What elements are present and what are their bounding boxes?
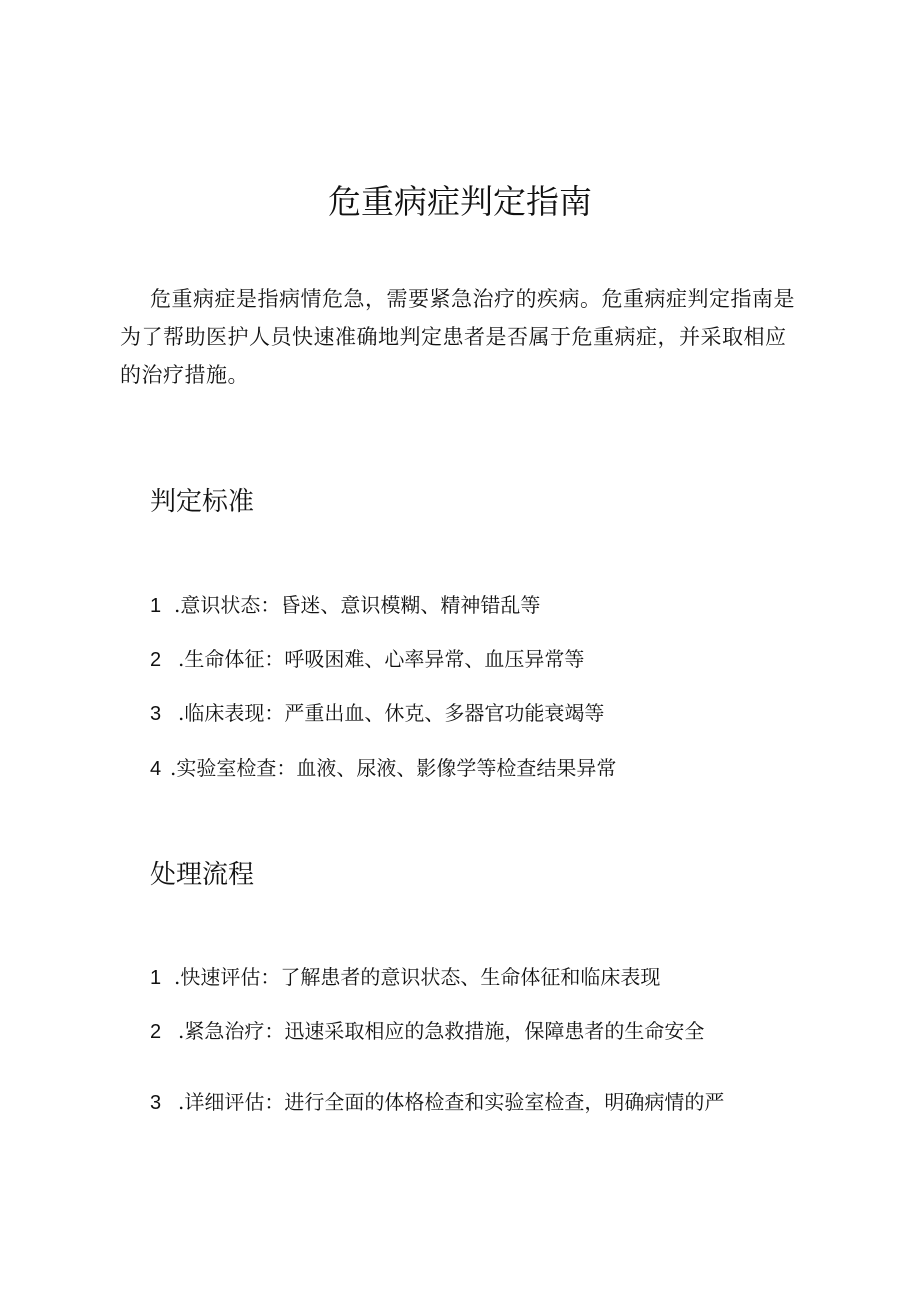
item-number: 3 xyxy=(150,1092,162,1114)
list-item xyxy=(150,590,540,621)
list-item xyxy=(150,962,660,993)
criteria-heading: 判定标准 xyxy=(150,487,255,517)
item-text: .实验室检查：血液、尿液、影像学等检查结果异常 xyxy=(170,756,617,780)
list-item xyxy=(150,753,616,784)
item-text: .意识状态：昏迷、意识模糊、精神错乱等 xyxy=(174,593,541,617)
list-item xyxy=(150,1087,724,1118)
item-text: .生命体征：呼吸困难、心率异常、血压异常等 xyxy=(178,647,585,671)
list-item xyxy=(150,644,584,675)
item-number: 3 xyxy=(150,703,162,725)
list-item xyxy=(150,698,604,729)
item-number: 1 xyxy=(150,967,162,989)
page-title: 危重病症判定指南 xyxy=(328,182,592,221)
item-number: 4 xyxy=(150,758,162,780)
item-text: .紧急治疗：迅速采取相应的急救措施，保障患者的生命安全 xyxy=(178,1019,705,1043)
process-heading: 处理流程 xyxy=(150,860,255,890)
item-text: .临床表现：严重出血、休克、多器官功能衰竭等 xyxy=(178,701,605,725)
item-number: 2 xyxy=(150,649,162,671)
intro-paragraph: 危重病症是指病情危急，需要紧急治疗的疾病。危重病症判定指南是为了帮助医护人员快速准确地判定患者是否属于危重病症，并采取相应的治疗措施。 xyxy=(120,287,795,387)
item-text: .快速评估：了解患者的意识状态、生命体征和临床表现 xyxy=(174,965,661,989)
item-text: .详细评估：进行全面的体格检查和实验室检查，明确病情的严 xyxy=(178,1090,725,1114)
item-number: 1 xyxy=(150,595,162,617)
list-item xyxy=(150,1016,704,1047)
item-number: 2 xyxy=(150,1021,162,1043)
